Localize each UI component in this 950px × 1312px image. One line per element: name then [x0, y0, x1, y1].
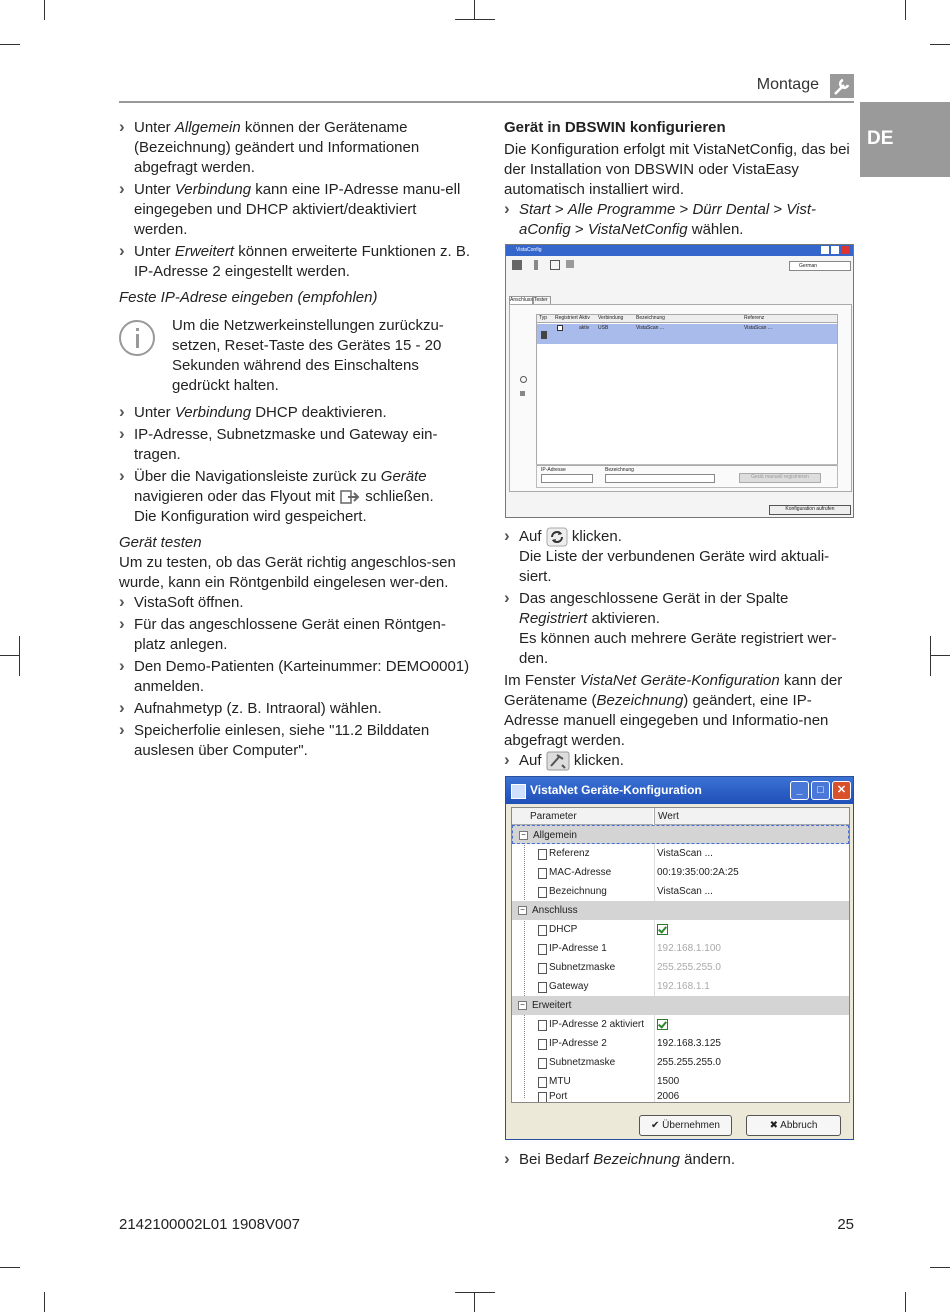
app-icon: [511, 784, 526, 799]
section-row-allgemein[interactable]: − Allgemein: [512, 825, 849, 844]
crop-mark: [455, 19, 495, 20]
crop-mark: [905, 0, 906, 20]
crop-mark: [0, 655, 20, 656]
edit-icon: [538, 963, 547, 974]
wrench-icon: [830, 74, 854, 98]
maximize-button[interactable]: □: [811, 781, 830, 800]
configure-icon[interactable]: [520, 391, 525, 396]
section-row-erweitert[interactable]: − Erweitert: [512, 996, 849, 1015]
list-item: › Unter Verbindung DHCP deaktivieren.: [119, 403, 471, 423]
crop-mark: [474, 0, 475, 20]
table-header: Typ Registriert Aktiv Verbindung Bezeichnung Referenz: [537, 315, 837, 323]
list-item: › Unter Allgemein können der Gerätename (Bezeichnung) geändert und Informationen abgefragt werden.: [119, 118, 471, 178]
readonly-icon: [538, 868, 547, 879]
crop-mark: [930, 1267, 950, 1268]
table-row[interactable]: aktiv USB VistaScan ... VistaScan ...: [537, 324, 837, 344]
list-item: › IP-Adresse, Subnetzmaske und Gateway ein-tragen.: [119, 425, 471, 465]
subheading: Feste IP-Adrese eingeben (empfohlen): [119, 289, 378, 306]
tab-anschluss[interactable]: Anschluss: [510, 297, 533, 303]
table-row[interactable]: IP-Adresse 1 192.168.1.100: [512, 939, 849, 958]
cancel-button[interactable]: ✖ Abbruch: [746, 1115, 841, 1136]
language-tab: DE: [860, 102, 950, 177]
list-item: › Speicherfolie einlesen, siehe "11.2 Bilddaten auslesen über Computer".: [119, 721, 471, 761]
configure-device-icon: [546, 751, 570, 771]
table-row[interactable]: Port 2006: [512, 1091, 849, 1102]
check-icon: ✔: [651, 1120, 663, 1131]
window-controls: [821, 246, 851, 255]
column-header-parameter: Parameter: [512, 808, 653, 825]
vistanet-config-dialog: [505, 776, 854, 1140]
dhcp-checkbox[interactable]: [657, 924, 668, 935]
edit-icon: [538, 1039, 547, 1050]
refresh-icon[interactable]: [520, 376, 527, 383]
list-item: › VistaSoft öffnen.: [119, 593, 471, 613]
table-row[interactable]: Bezeichnung VistaScan ...: [512, 882, 849, 901]
edit-icon: [538, 982, 547, 993]
ip-address-field[interactable]: [541, 474, 593, 483]
paragraph: Die Konfiguration erfolgt mit VistaNetConfig, das bei der Installation von DBSWIN oder VistaEasy automatisch installiert wird.: [504, 141, 850, 198]
list-item: › Aufnahmetyp (z. B. Intraoral) wählen.: [119, 699, 471, 719]
apply-button[interactable]: ✔ Übernehmen: [639, 1115, 732, 1136]
page-number: 25: [837, 1216, 854, 1233]
table-row[interactable]: Gateway 192.168.1.1: [512, 977, 849, 996]
section-row-anschluss[interactable]: − Anschluss: [512, 901, 849, 920]
ip2-enabled-checkbox[interactable]: [657, 1019, 668, 1030]
section-heading: Gerät in DBSWIN konfigurieren: [504, 119, 726, 136]
list-item: › Für das angeschlossene Gerät einen Röntgen-platz anlegen.: [119, 615, 471, 655]
info-icon: [119, 320, 155, 356]
info-note: Um die Netzwerkeinstellungen zurückzu-setzen, Reset-Taste des Gerätes 15 - 20 Sekunden während des Einschaltens gedrückt halten.: [119, 316, 471, 396]
table-row[interactable]: Subnetzmaske 255.255.255.0: [512, 1053, 849, 1072]
table-row[interactable]: Subnetzmaske 255.255.255.0: [512, 958, 849, 977]
table-row[interactable]: DHCP: [512, 920, 849, 939]
list-item: › Über die Navigationsleiste zurück zu Geräte navigieren oder das Flyout mit schließen. Die Konfiguration wird gespeichert.: [119, 467, 471, 527]
flyout-close-icon: [339, 489, 361, 505]
manual-register-button[interactable]: Gerät manuell registrieren: [739, 473, 821, 483]
refresh-icon: [546, 527, 568, 547]
table-row[interactable]: MAC-Adresse 00:19:35:00:2A:25: [512, 863, 849, 882]
right-column: [504, 118, 856, 240]
cross-icon: ✖: [769, 1120, 781, 1131]
column-header-value: Wert: [654, 808, 849, 825]
device-icon: [541, 331, 547, 339]
open-config-button[interactable]: Konfiguration aufrufen: [769, 505, 851, 515]
crop-mark: [930, 636, 931, 676]
designation-field[interactable]: [605, 474, 715, 483]
crop-mark: [930, 655, 950, 656]
table-row[interactable]: IP-Adresse 2 aktiviert: [512, 1015, 849, 1034]
crop-mark: [44, 0, 45, 20]
paragraph: Im Fenster VistaNet Geräte-Konfiguration kann der Gerätename (Bezeichnung) geändert, eine IP-Adresse manuell eingegeben und Informatio-nen abgefragt werden.: [504, 672, 843, 750]
close-button[interactable]: ✕: [832, 781, 851, 800]
edit-icon: [538, 1020, 547, 1031]
edit-icon: [538, 1058, 547, 1069]
document-number: 2142100002L01 1908V007: [119, 1216, 301, 1233]
crop-mark: [44, 1292, 45, 1312]
vistaconfig-screenshot: [505, 244, 854, 518]
crop-mark: [0, 44, 20, 45]
manual-registration-group: IP-Adresse Bezeichnung Gerät manuell registrieren: [536, 464, 838, 488]
list-item: › Das angeschlossene Gerät in der Spalte Registriert aktivieren. Es können auch mehrere Geräte registriert wer-den.: [504, 589, 856, 669]
edit-icon: [538, 1077, 547, 1088]
minimize-button[interactable]: _: [790, 781, 809, 800]
paragraph: Um zu testen, ob das Gerät richtig angeschlos-sen wurde, kann ein Röntgenbild eingelesen wer-den.: [119, 554, 456, 591]
readonly-icon: [538, 849, 547, 860]
subheading: Gerät testen: [119, 534, 202, 551]
crop-mark: [455, 1292, 495, 1293]
registered-checkbox[interactable]: [557, 325, 563, 331]
collapse-icon[interactable]: −: [519, 831, 528, 840]
list-item: › Unter Erweitert können erweiterte Funktionen z. B. IP-Adresse 2 eingestellt werden.: [119, 242, 471, 282]
list-item: › Den Demo-Patienten (Karteinummer: DEMO0001) anmelden.: [119, 657, 471, 697]
crop-mark: [0, 1267, 20, 1268]
list-item: › Auf klicken. Die Liste der verbundenen Geräte wird aktuali-siert.: [504, 527, 856, 587]
readonly-icon: [538, 1092, 547, 1102]
toolbar-icons: [512, 260, 572, 272]
dialog-title: VistaNet Geräte-Konfiguration: [530, 783, 702, 797]
crop-mark: [930, 44, 950, 45]
edit-icon: [538, 887, 547, 898]
crop-mark: [19, 636, 20, 676]
header-rule: [119, 101, 854, 103]
list-item: › Auf klicken.: [504, 751, 856, 771]
list-item: › Start > Alle Programme > Dürr Dental > Vist-aConfig > VistaNetConfig wählen.: [504, 200, 856, 240]
parameter-grid: [511, 807, 850, 1103]
section-title: Montage: [756, 76, 819, 93]
left-column: [119, 118, 471, 761]
window-titlebar: VistaConfig: [506, 245, 853, 256]
tab-tester[interactable]: Tester: [533, 296, 551, 305]
edit-icon: [538, 925, 547, 936]
device-table: [536, 314, 838, 466]
collapse-icon[interactable]: −: [518, 906, 527, 915]
list-item: › Bei Bedarf Bezeichnung ändern.: [504, 1150, 856, 1170]
table-row[interactable]: MTU 1500: [512, 1072, 849, 1091]
crop-mark: [905, 1292, 906, 1312]
language-select[interactable]: German: [789, 261, 851, 271]
list-item: › Unter Verbindung kann eine IP-Adresse manu-ell eingegeben und DHCP aktiviert/deaktiviert werden.: [119, 180, 471, 240]
right-column-continued: [504, 527, 856, 771]
edit-icon: [538, 944, 547, 955]
table-row[interactable]: Referenz VistaScan ...: [512, 844, 849, 863]
dialog-titlebar: [506, 777, 853, 804]
right-column-end: [504, 1150, 856, 1170]
collapse-icon[interactable]: −: [518, 1001, 527, 1010]
table-row[interactable]: IP-Adresse 2 192.168.3.125: [512, 1034, 849, 1053]
crop-mark: [474, 1292, 475, 1312]
